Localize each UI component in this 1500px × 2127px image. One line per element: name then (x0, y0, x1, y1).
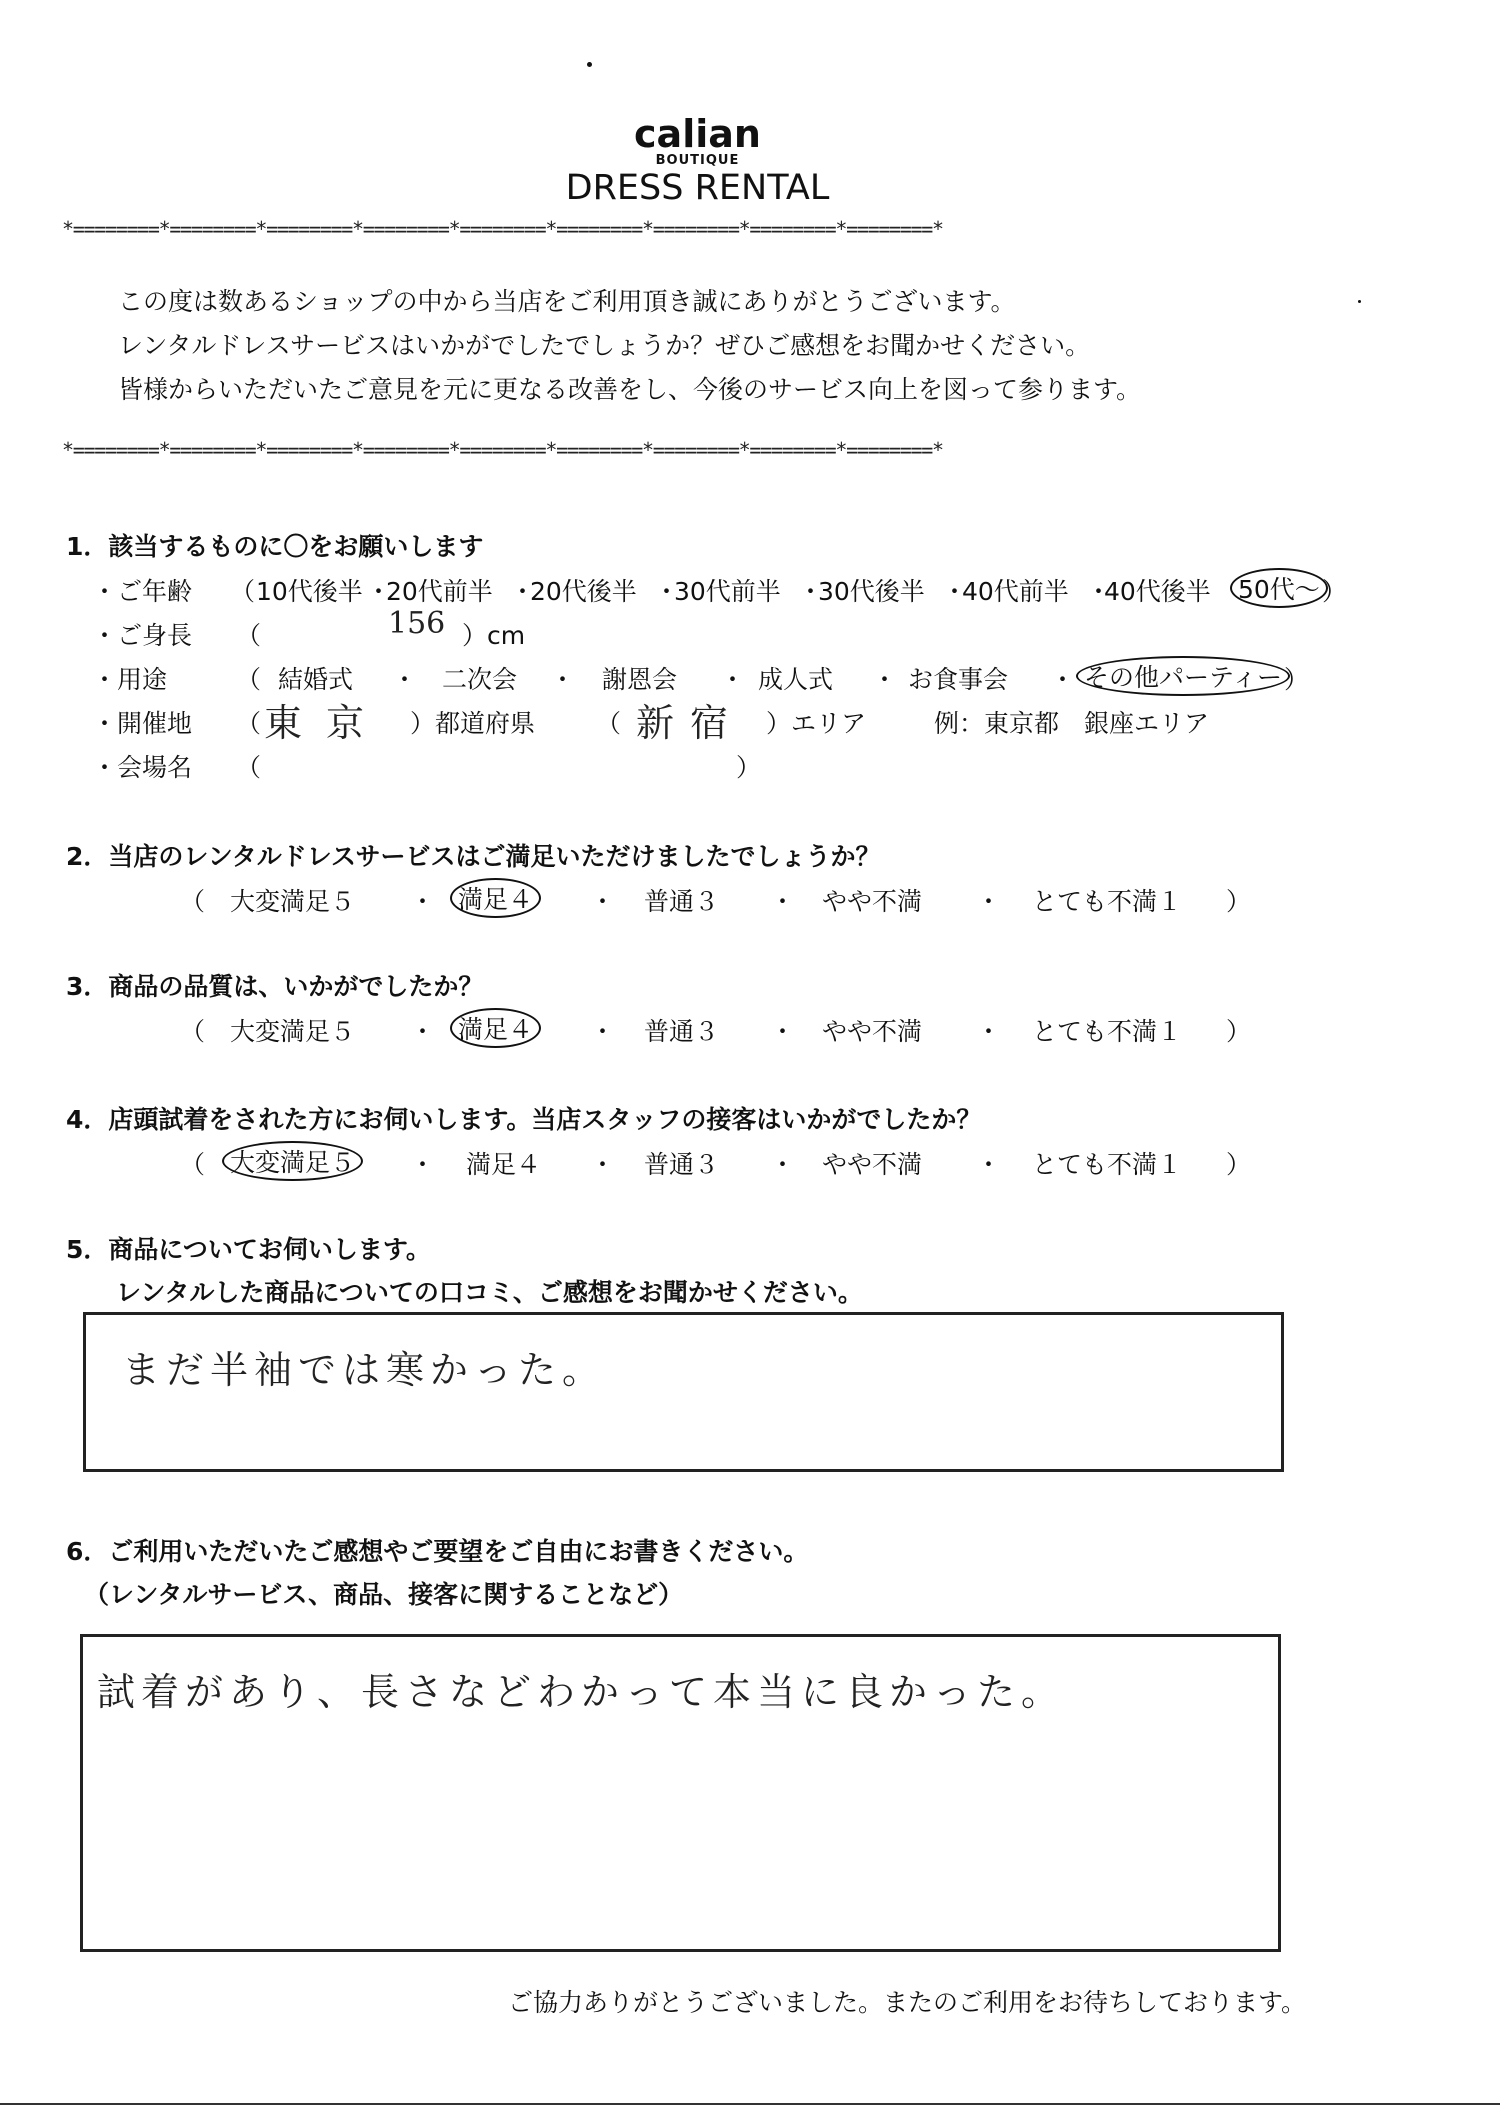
sep: ・ (366, 577, 392, 606)
sep: ・ (770, 887, 796, 916)
age-close: ） (1322, 577, 1348, 606)
sep: ・ (590, 1150, 616, 1179)
sep: ・ (798, 577, 824, 606)
q6-subtitle: （レンタルサービス、商品、接客に関することなど） (84, 1580, 684, 1609)
rating-option[interactable]: とても不満１ (1032, 1150, 1183, 1179)
divider-bottom: *========*========*========*========*========*========*========*========*========* (62, 438, 943, 462)
rating-option[interactable]: とても不満１ (1032, 887, 1183, 916)
intro-line-3: 皆様からいただいたご意見を元に更なる改善をし、今後のサービス向上を図って参ります。 (118, 375, 1142, 404)
hall-label: ・会場名 (92, 753, 193, 782)
divider-top: *========*========*========*========*========*========*========*========*========* (62, 217, 943, 241)
sep: ・ (392, 665, 418, 694)
sep: ・ (976, 1017, 1002, 1046)
venue-example: 例：東京都 銀座エリア (934, 709, 1210, 738)
rating-option-selected[interactable]: 満足４ (450, 1008, 541, 1048)
purpose-close: ） (1284, 665, 1310, 694)
sep: ・ (720, 665, 746, 694)
paren-open: （ (180, 1150, 206, 1179)
rating-option[interactable]: やや不満 (822, 887, 923, 916)
q5-subtitle: レンタルした商品についての口コミ、ご感想をお聞かせください。 (116, 1278, 863, 1307)
purpose-option[interactable]: 謝恩会 (602, 665, 678, 694)
rating-option[interactable]: 大変満足５ (230, 1017, 356, 1046)
height-open: （ (236, 621, 262, 650)
sep: ・ (550, 665, 576, 694)
sep: ・ (976, 1150, 1002, 1179)
venue-label: ・開催地 (92, 709, 193, 738)
hall-open: （ (236, 753, 262, 782)
purpose-label: ・用途 (92, 665, 168, 694)
rating-option-selected[interactable]: 満足４ (450, 878, 541, 918)
rating-option[interactable]: やや不満 (822, 1017, 923, 1046)
q5-answer-box[interactable] (83, 1312, 1284, 1472)
paren-close: ） (1226, 1017, 1252, 1046)
scan-speck (1358, 300, 1361, 303)
closing-message: ご協力ありがとうございました。またのご利用をお待ちしております。 (508, 1988, 1307, 2017)
q5-answer-text: まだ半袖では寒かった。 (122, 1348, 607, 1392)
age-option[interactable]: 30代前半 (674, 577, 781, 606)
q6-title: 6．ご利用いただいたご感想やご要望をご自由にお書きください。 (66, 1537, 809, 1566)
age-option-selected[interactable]: 50代～ (1230, 568, 1328, 608)
age-open: （ (230, 577, 256, 606)
page-title: DRESS RENTAL (565, 168, 830, 208)
rating-option[interactable]: 満足４ (466, 1150, 542, 1179)
age-option[interactable]: 30代後半 (818, 577, 925, 606)
height-value[interactable]: 156 (388, 606, 446, 641)
purpose-option[interactable]: 結婚式 (278, 665, 354, 694)
purpose-option[interactable]: お食事会 (908, 665, 1009, 694)
height-label: ・ご身長 (92, 621, 193, 650)
rating-option[interactable]: とても不満１ (1032, 1017, 1183, 1046)
sep: ・ (410, 1017, 436, 1046)
q4-title: 4．店頭試着をされた方にお伺いします。当店スタッフの接客はいかがでしたか？ (66, 1105, 982, 1134)
brand-logo: calian (634, 112, 761, 156)
sep: ・ (590, 887, 616, 916)
sep: ・ (510, 577, 536, 606)
paren-open: （ (180, 887, 206, 916)
sep: ・ (942, 577, 968, 606)
age-option[interactable]: 40代後半 (1104, 577, 1211, 606)
sep: ・ (770, 1017, 796, 1046)
intro-line-2: レンタルドレスサービスはいかがでしたでしょうか？ぜひご感想をお聞かせください。 (118, 331, 1091, 360)
q5-title: 5．商品についてお伺いします。 (66, 1235, 431, 1264)
venue-mid: ）都道府県 (410, 709, 536, 738)
intro-line-1: この度は数あるショップの中から当店をご利用頂き誠にありがとうございます。 (118, 287, 1016, 316)
rating-option-selected[interactable]: 大変満足５ (222, 1141, 363, 1181)
rating-option[interactable]: やや不満 (822, 1150, 923, 1179)
sep: ・ (590, 1017, 616, 1046)
paren-open: （ (180, 1017, 206, 1046)
age-option[interactable]: 10代後半 (256, 577, 363, 606)
sep: ・ (770, 1150, 796, 1179)
rating-option[interactable]: 大変満足５ (230, 887, 356, 916)
purpose-option[interactable]: 成人式 (758, 665, 834, 694)
sep: ・ (410, 1150, 436, 1179)
venue-pref-value[interactable]: 東京 (264, 701, 389, 745)
q1-title: 1．該当するものに〇をお願いします (66, 532, 484, 561)
height-close: ）cm (462, 621, 526, 650)
q2-title: 2．当店のレンタルドレスサービスはご満足いただけましたでしょうか？ (66, 842, 881, 871)
rating-option[interactable]: 普通３ (644, 1017, 720, 1046)
q6-answer-box[interactable] (80, 1634, 1281, 1952)
scan-edge-line (0, 2103, 1500, 2105)
sep: ・ (1086, 577, 1112, 606)
purpose-option-selected[interactable]: その他パーティー (1076, 656, 1290, 696)
sep: ・ (976, 887, 1002, 916)
scan-speck (587, 62, 592, 67)
sep: ・ (1050, 665, 1076, 694)
q6-answer-text: 試着があり、長さなどわかって本当に良かった。 (97, 1670, 1066, 1714)
q3-title: 3．商品の品質は、いかがでしたか？ (66, 972, 484, 1001)
sep: ・ (872, 665, 898, 694)
purpose-option[interactable]: 二次会 (442, 665, 518, 694)
purpose-open: （ (236, 665, 262, 694)
venue-open-2: （ (596, 709, 622, 738)
brand-subtitle: BOUTIQUE (655, 153, 740, 168)
age-option[interactable]: 20代前半 (386, 577, 493, 606)
paren-close: ） (1226, 887, 1252, 916)
venue-open: （ (236, 709, 262, 738)
venue-area-value[interactable]: 新宿 (636, 701, 745, 745)
age-label: ・ご年齢 (92, 577, 193, 606)
age-option[interactable]: 20代後半 (530, 577, 637, 606)
paren-close: ） (1226, 1150, 1252, 1179)
rating-option[interactable]: 普通３ (644, 1150, 720, 1179)
venue-end: ）エリア (766, 709, 867, 738)
age-option[interactable]: 40代前半 (962, 577, 1069, 606)
rating-option[interactable]: 普通３ (644, 887, 720, 916)
sep: ・ (654, 577, 680, 606)
sep: ・ (410, 887, 436, 916)
hall-close: ） (736, 753, 762, 782)
